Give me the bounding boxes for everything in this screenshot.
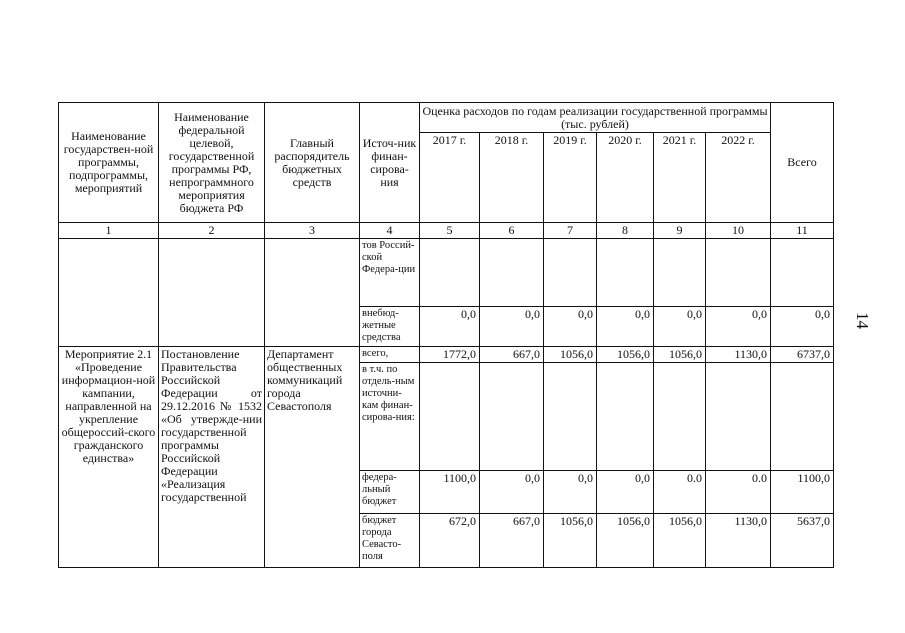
column-number: 10: [706, 223, 771, 239]
header-federal-program: Наименование федеральной целевой, государственной программы РФ, непрограммного мероприятия бюджета РФ: [159, 103, 265, 223]
funding-source-cell: бюджет города Севасто-поля: [360, 514, 420, 568]
header-funding-source: Источ-ник финан-сирова-ния: [360, 103, 420, 223]
header-year: 2022 г.: [706, 133, 771, 223]
value-cell: 0,0: [597, 307, 654, 347]
value-cell: 672,0: [420, 514, 480, 568]
column-number: 8: [597, 223, 654, 239]
value-cell: 6737,0: [771, 347, 834, 363]
value-cell: [544, 363, 597, 471]
header-total: Всего: [771, 103, 834, 223]
value-cell: 0,0: [544, 307, 597, 347]
value-cell: 1130,0: [706, 347, 771, 363]
value-cell: 667,0: [480, 514, 544, 568]
activity-name: Мероприятие 2.1 «Проведение информацион-ной кампании, направленной на укрепление общероссий-ского гражданского единства»: [59, 347, 159, 568]
column-number: 9: [654, 223, 706, 239]
value-cell: [654, 239, 706, 307]
value-cell: [706, 239, 771, 307]
value-cell: [480, 363, 544, 471]
value-cell: 0,0: [480, 471, 544, 514]
value-cell: 1100,0: [420, 471, 480, 514]
value-cell: 1056,0: [597, 347, 654, 363]
value-cell: 5637,0: [771, 514, 834, 568]
value-cell: [654, 363, 706, 471]
empty-cell: [59, 239, 159, 347]
value-cell: 0,0: [544, 471, 597, 514]
value-cell: [771, 363, 834, 471]
value-cell: 1056,0: [597, 514, 654, 568]
column-number: 4: [360, 223, 420, 239]
value-cell: 0,0: [480, 307, 544, 347]
header-program-name: Наименование государствен-ной программы, подпрограммы, мероприятий: [59, 103, 159, 223]
value-cell: 1100,0: [771, 471, 834, 514]
column-number: 3: [265, 223, 360, 239]
value-cell: 1056,0: [544, 347, 597, 363]
header-year: 2020 г.: [597, 133, 654, 223]
value-cell: 1130,0: [706, 514, 771, 568]
header-budget-manager: Главный распорядитель бюджетных средств: [265, 103, 360, 223]
budget-table: [58, 102, 834, 568]
header-year: 2018 г.: [480, 133, 544, 223]
header-year: 2021 г.: [654, 133, 706, 223]
value-cell: 0,0: [706, 307, 771, 347]
value-cell: [544, 239, 597, 307]
funding-source-cell: федера-льный бюджет: [360, 471, 420, 514]
value-cell: 0,0: [420, 307, 480, 347]
activity-federal-program: Постановление Правительства Российской Федерации от 29.12.2016 № 1532 «Об утвержде-нии государственной программы Российской Федерации «Реализация государственной: [159, 347, 265, 568]
column-number: 5: [420, 223, 480, 239]
value-cell: [771, 239, 834, 307]
empty-cell: [265, 239, 360, 347]
funding-source-cell: всего,: [360, 347, 420, 363]
value-cell: 0.0: [706, 471, 771, 514]
value-cell: 667,0: [480, 347, 544, 363]
value-cell: [480, 239, 544, 307]
column-number: 2: [159, 223, 265, 239]
funding-source-cell: тов Россий-ской Федера-ции: [360, 239, 420, 307]
value-cell: [597, 363, 654, 471]
column-number: 11: [771, 223, 834, 239]
value-cell: 0,0: [597, 471, 654, 514]
column-number: 6: [480, 223, 544, 239]
column-number: 1: [59, 223, 159, 239]
value-cell: 0,0: [771, 307, 834, 347]
column-number: 7: [544, 223, 597, 239]
value-cell: [420, 239, 480, 307]
header-year: 2017 г.: [420, 133, 480, 223]
value-cell: [420, 363, 480, 471]
value-cell: 1772,0: [420, 347, 480, 363]
value-cell: 1056,0: [654, 347, 706, 363]
value-cell: 0.0: [654, 471, 706, 514]
value-cell: 0,0: [654, 307, 706, 347]
value-cell: [706, 363, 771, 471]
header-expense-estimate: Оценка расходов по годам реализации государственной программы (тыс. рублей): [420, 103, 771, 133]
value-cell: 1056,0: [654, 514, 706, 568]
value-cell: [597, 239, 654, 307]
funding-source-cell: внебюд-жетные средства: [360, 307, 420, 347]
empty-cell: [159, 239, 265, 347]
header-year: 2019 г.: [544, 133, 597, 223]
activity-budget-manager: Департамент общественных коммуникаций города Севастополя: [265, 347, 360, 568]
value-cell: 1056,0: [544, 514, 597, 568]
page-number: 14: [853, 312, 872, 329]
funding-source-cell: в т.ч. по отдель-ным источни-кам финан-сирова-ния:: [360, 363, 420, 471]
